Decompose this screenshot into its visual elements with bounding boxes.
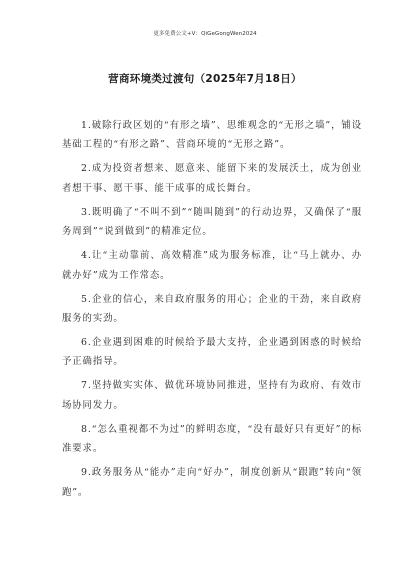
list-item: 7.坚持做实实体、做优环境协同推进，坚持有为政府、有效市场协同发力。 xyxy=(62,380,362,411)
document-title: 营商环境类过渡句（2025年7月18日） xyxy=(108,73,302,85)
item-list xyxy=(62,116,362,507)
watermark-text: 更多免费公文+V：QiGeGongWen2024 xyxy=(153,31,257,37)
list-item: 3.既明确了“不叫不到”“随叫随到”的行动边界，又确保了“服务周到”“说到做到”的精准定位。 xyxy=(62,206,362,238)
list-item: 6.企业遇到困难的时候给予最大支持，企业遇到困惑的时候给予正确指导。 xyxy=(62,337,362,368)
list-item: 4.让“主动靠前、高效精准”成为服务标准，让“马上就办、办就办好”成为工作常态。 xyxy=(62,250,362,281)
list-item: 2.成为投资者想来、愿意来、能留下来的发展沃土，成为创业者想干事、愿干事、能干成事的成长舞台。 xyxy=(62,163,362,194)
list-item: 1.破除行政区划的“有形之墙”、思维观念的“无形之墙”，铺设基础工程的“有形之路”、营商环境的“无形之路”。 xyxy=(62,120,362,151)
list-item: 5.企业的信心，来自政府服务的用心；企业的干劲，来自政府服务的实劲。 xyxy=(62,293,362,325)
list-item: 9.政务服务从“能办”走向“好办”，制度创新从“跟跑”转向“领跑”。 xyxy=(62,467,362,498)
list-item: 8.“怎么重视都不为过”的鲜明态度，“没有最好只有更好”的标准要求。 xyxy=(62,423,362,455)
